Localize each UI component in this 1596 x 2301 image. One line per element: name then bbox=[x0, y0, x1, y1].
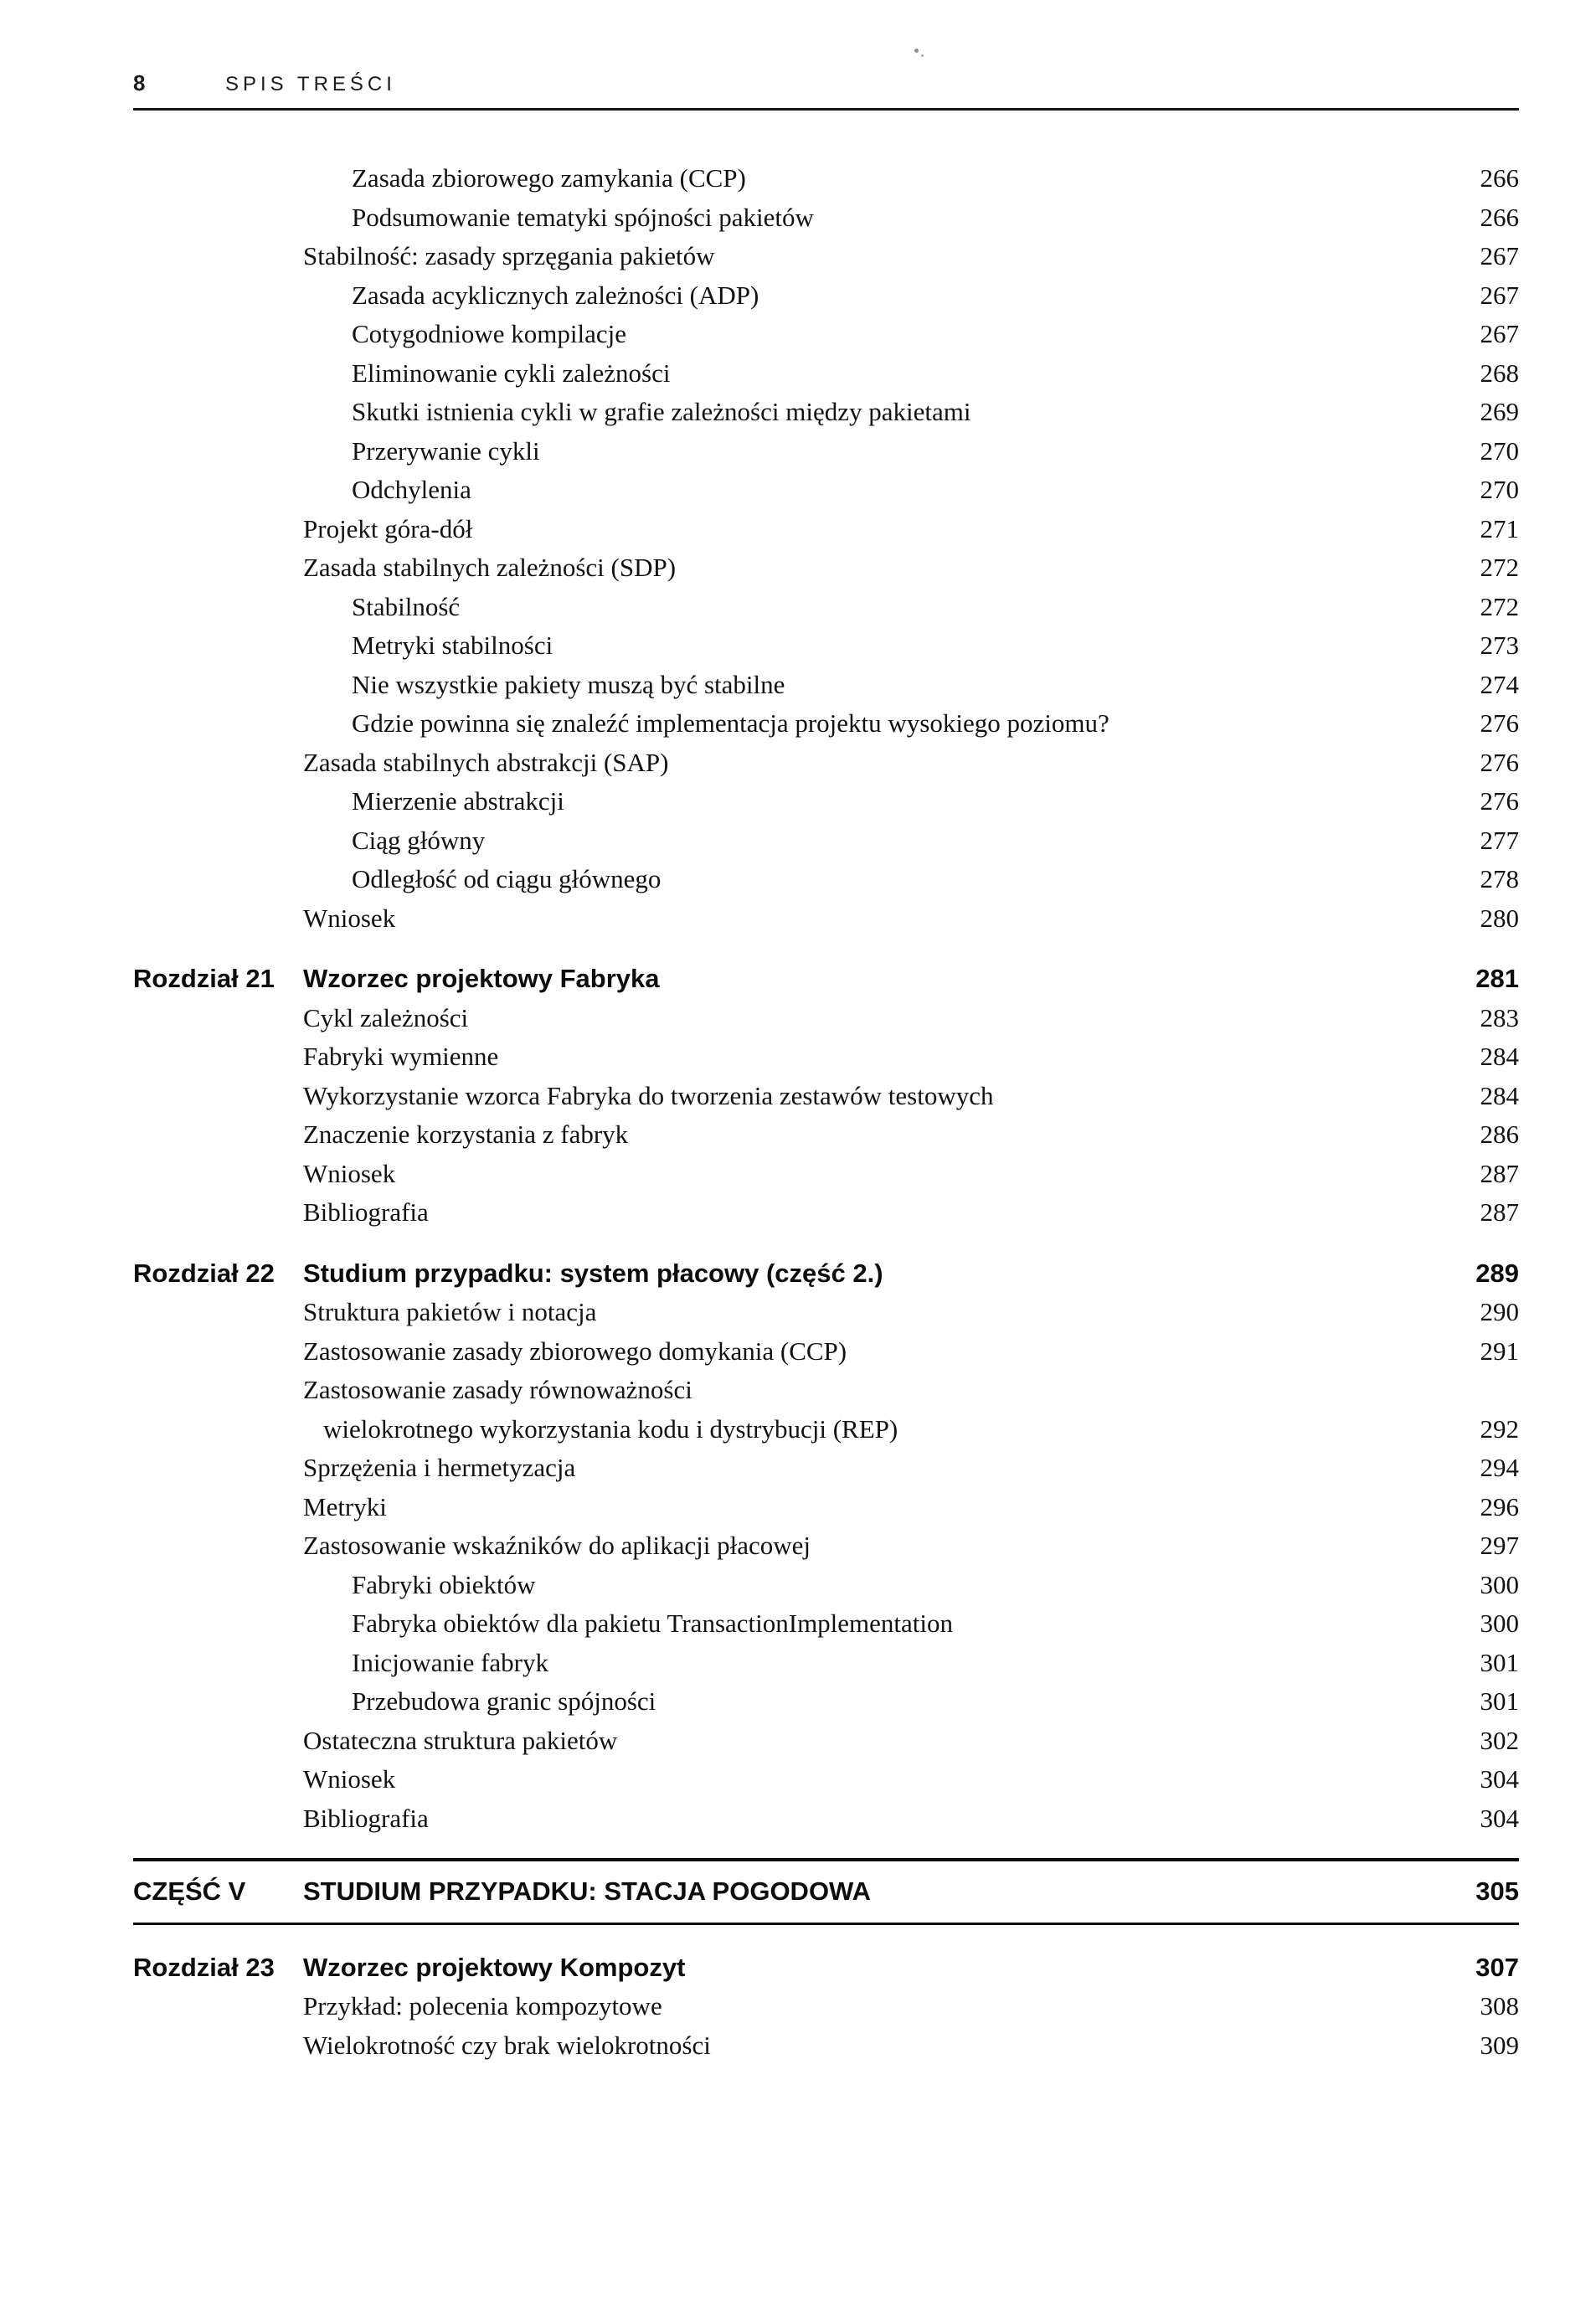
toc-entry-page: 283 bbox=[1480, 1002, 1519, 1032]
toc-entry-title: Nie wszystkie pakiety muszą być stabilne bbox=[352, 669, 785, 699]
toc-entry-page: 308 bbox=[1480, 1991, 1519, 2020]
page-header bbox=[133, 70, 1519, 96]
toc-part-label: CZĘŚĆ V bbox=[133, 1876, 246, 1906]
toc-entry-row bbox=[133, 548, 1519, 588]
toc-entry-page: 296 bbox=[1480, 1491, 1519, 1521]
toc-entry-row bbox=[133, 1037, 1519, 1077]
toc-entry-row bbox=[133, 1566, 1519, 1605]
toc-entry-row bbox=[133, 1722, 1519, 1761]
page-number: 8 bbox=[133, 70, 146, 95]
toc-entry-row bbox=[133, 1155, 1519, 1194]
toc-entry-title: Podsumowanie tematyki spójności pakietów bbox=[352, 202, 814, 232]
toc-entry-row bbox=[133, 782, 1519, 821]
toc-entry-page: 304 bbox=[1480, 1764, 1519, 1794]
toc-entry-title: Znaczenie korzystania z fabryk bbox=[303, 1120, 629, 1149]
toc-entry-page: 286 bbox=[1480, 1120, 1519, 1149]
toc-entry-row bbox=[133, 1332, 1519, 1372]
toc-chapter-title: Wzorzec projektowy Fabryka bbox=[303, 964, 660, 993]
toc-entry-title: Sprzężenia i hermetyzacja bbox=[303, 1453, 576, 1482]
toc-entry-title: Odległość od ciągu głównego bbox=[352, 864, 662, 893]
toc-chapter-page: 281 bbox=[1475, 964, 1519, 993]
toc-entry-page: 269 bbox=[1480, 397, 1519, 426]
toc-entry-row bbox=[133, 1488, 1519, 1527]
toc-entry-title: Zasada acyklicznych zależności (ADP) bbox=[352, 280, 759, 310]
toc-entry-row bbox=[133, 1987, 1519, 2026]
toc-entry-row bbox=[133, 999, 1519, 1038]
toc-entry-row bbox=[133, 1293, 1519, 1332]
toc-entry-title: Metryki bbox=[303, 1491, 387, 1521]
toc-entry-title: Zasada zbiorowego zamykania (CCP) bbox=[352, 163, 746, 193]
toc-entry-page: 268 bbox=[1480, 358, 1519, 388]
toc-entry-title: Cotygodniowe kompilacje bbox=[352, 319, 627, 348]
toc-entry-title: Wielokrotność czy brak wielokrotności bbox=[303, 2030, 711, 2060]
toc-entry-title: Zastosowanie wskaźników do aplikacji płacowej bbox=[303, 1531, 811, 1560]
toc-entry-page: 267 bbox=[1480, 241, 1519, 270]
toc-entry-page: 300 bbox=[1480, 1569, 1519, 1599]
toc-entry-page: 287 bbox=[1480, 1158, 1519, 1188]
toc-entry-title: Bibliografia bbox=[303, 1197, 429, 1227]
toc-entry-title: Przykład: polecenia kompozytowe bbox=[303, 1991, 662, 2020]
toc-entry-page: 266 bbox=[1480, 202, 1519, 232]
toc-entry-title: Zastosowanie zasady zbiorowego domykania (CCP) bbox=[303, 1336, 847, 1366]
toc-entry-title: Projekt góra-dół bbox=[303, 513, 473, 543]
toc-entry-row bbox=[133, 704, 1519, 744]
toc-entry-page: 300 bbox=[1480, 1609, 1519, 1638]
toc-entry-row bbox=[133, 821, 1519, 861]
toc-chapter-title: Wzorzec projektowy Kompozyt bbox=[303, 1952, 686, 1982]
toc-entry-row bbox=[133, 588, 1519, 627]
scan-artifact bbox=[914, 49, 919, 53]
toc-entry-page: 267 bbox=[1480, 280, 1519, 310]
toc-entry-row bbox=[133, 159, 1519, 198]
toc-entry-page: 272 bbox=[1480, 591, 1519, 621]
toc-entry-page: 267 bbox=[1480, 319, 1519, 348]
toc-entry-page: 301 bbox=[1480, 1686, 1519, 1716]
toc-chapter-label: Rozdział 23 bbox=[133, 1952, 275, 1982]
toc-chapter-title: Studium przypadku: system płacowy (część 2.) bbox=[303, 1258, 883, 1288]
toc-chapter-page: 307 bbox=[1475, 1952, 1519, 1982]
toc-entry-row bbox=[133, 315, 1519, 354]
toc-entry-row bbox=[133, 198, 1519, 238]
toc-part-title: STUDIUM PRZYPADKU: STACJA POGODOWA bbox=[303, 1876, 871, 1906]
toc-entry-row bbox=[133, 744, 1519, 783]
toc-entry-page: 287 bbox=[1480, 1197, 1519, 1227]
toc-entry-title: Wykorzystanie wzorca Fabryka do tworzenia zestawów testowych bbox=[303, 1080, 994, 1110]
toc-list bbox=[133, 159, 1519, 2065]
toc-entry-row bbox=[133, 1371, 1519, 1410]
toc-entry-row bbox=[133, 276, 1519, 316]
toc-entry-title: Skutki istnienia cykli w grafie zależności między pakietami bbox=[352, 397, 971, 426]
toc-entry-title: Metryki stabilności bbox=[352, 631, 553, 660]
toc-entry-title: Wniosek bbox=[303, 903, 396, 933]
toc-entry-title: Przebudowa granic spójności bbox=[352, 1686, 656, 1716]
toc-entry-row bbox=[133, 432, 1519, 471]
toc-entry-page: 304 bbox=[1480, 1803, 1519, 1833]
toc-part-row bbox=[133, 1858, 1519, 1925]
toc-entry-row bbox=[133, 1115, 1519, 1155]
toc-entry-row bbox=[133, 1799, 1519, 1839]
toc-entry-page: 309 bbox=[1480, 2030, 1519, 2060]
toc-entry-row bbox=[133, 354, 1519, 394]
toc-entry-page: 297 bbox=[1480, 1531, 1519, 1560]
toc-entry-title: Wniosek bbox=[303, 1158, 396, 1188]
toc-entry-title: Wniosek bbox=[303, 1764, 396, 1794]
toc-entry-page: 302 bbox=[1480, 1725, 1519, 1755]
toc-entry-page: 276 bbox=[1480, 786, 1519, 816]
toc-entry-title: Cykl zależności bbox=[303, 1002, 469, 1032]
toc-entry-title: Fabryka obiektów dla pakietu TransactionImplementation bbox=[352, 1609, 954, 1638]
toc-entry-page: 277 bbox=[1480, 825, 1519, 855]
toc-entry-title: Stabilność: zasady sprzęgania pakietów bbox=[303, 241, 715, 270]
toc-entry-page: 273 bbox=[1480, 631, 1519, 660]
toc-entry-row bbox=[133, 899, 1519, 939]
toc-chapter-row bbox=[133, 960, 1519, 999]
toc-entry-title: Fabryki obiektów bbox=[352, 1569, 536, 1599]
toc-entry-title: Gdzie powinna się znaleźć implementacja projektu wysokiego poziomu? bbox=[352, 708, 1109, 738]
toc-entry-title: Przerywanie cykli bbox=[352, 435, 540, 466]
toc-entry-row bbox=[133, 1644, 1519, 1683]
toc-entry-page: 278 bbox=[1480, 864, 1519, 893]
toc-entry-page: 276 bbox=[1480, 708, 1519, 738]
toc-entry-row bbox=[133, 666, 1519, 705]
toc-entry-row bbox=[133, 471, 1519, 510]
toc-entry-page: 270 bbox=[1480, 435, 1519, 466]
toc-entry-title: Zasada stabilnych zależności (SDP) bbox=[303, 553, 677, 582]
toc-entry-title: Zasada stabilnych abstrakcji (SAP) bbox=[303, 747, 669, 777]
toc-entry-page: 284 bbox=[1480, 1080, 1519, 1110]
toc-entry-title: Ciąg główny bbox=[352, 825, 486, 855]
toc-chapter-label: Rozdział 22 bbox=[133, 1258, 275, 1288]
toc-entry-row bbox=[133, 237, 1519, 276]
toc-entry-page: 291 bbox=[1480, 1336, 1519, 1366]
toc-entry-page: 284 bbox=[1480, 1042, 1519, 1071]
toc-entry-page: 266 bbox=[1480, 163, 1519, 193]
toc-entry-title: Ostateczna struktura pakietów bbox=[303, 1725, 618, 1755]
toc-entry-row bbox=[133, 1604, 1519, 1644]
toc-chapter-label: Rozdział 21 bbox=[133, 964, 275, 993]
toc-entry-row bbox=[133, 1077, 1519, 1116]
toc-entry-row bbox=[133, 1193, 1519, 1233]
toc-entry-title: Zastosowanie zasady równoważności bbox=[303, 1375, 692, 1404]
toc-entry-title: Stabilność bbox=[352, 591, 461, 621]
toc-entry-row bbox=[133, 1449, 1519, 1488]
toc-entry-page: 271 bbox=[1480, 513, 1519, 543]
toc-entry-page: 274 bbox=[1480, 669, 1519, 699]
toc-entry-title: Bibliografia bbox=[303, 1803, 429, 1833]
toc-entry-row bbox=[133, 510, 1519, 549]
toc-entry-title: wielokrotnego wykorzystania kodu i dystrybucji (REP) bbox=[323, 1413, 898, 1444]
header-rule bbox=[133, 108, 1519, 111]
toc-chapter-page: 289 bbox=[1475, 1258, 1519, 1288]
toc-entry-page: 290 bbox=[1480, 1297, 1519, 1326]
toc-entry-page: 276 bbox=[1480, 747, 1519, 777]
toc-entry-row bbox=[133, 393, 1519, 432]
toc-entry-row bbox=[133, 1682, 1519, 1722]
toc-entry-row bbox=[133, 1410, 1519, 1449]
toc-entry-title: Fabryki wymienne bbox=[303, 1042, 499, 1071]
toc-entry-row bbox=[133, 2026, 1519, 2066]
toc-part-page: 305 bbox=[1475, 1876, 1519, 1906]
toc-entry-title: Mierzenie abstrakcji bbox=[352, 786, 564, 816]
toc-entry-title: Odchylenia bbox=[352, 475, 471, 504]
toc-entry-page: 301 bbox=[1480, 1647, 1519, 1677]
toc-entry-row bbox=[133, 1760, 1519, 1799]
toc-entry-page: 270 bbox=[1480, 475, 1519, 504]
toc-entry-title: Eliminowanie cykli zależności bbox=[352, 358, 671, 388]
toc-chapter-row bbox=[133, 1254, 1519, 1294]
toc-chapter-row bbox=[133, 1948, 1519, 1988]
toc-entry-page: 272 bbox=[1480, 553, 1519, 582]
toc-entry-title: Struktura pakietów i notacja bbox=[303, 1297, 597, 1326]
toc-entry-title: Inicjowanie fabryk bbox=[352, 1647, 548, 1677]
toc-entry-row bbox=[133, 626, 1519, 666]
toc-entry-page: 280 bbox=[1480, 903, 1519, 933]
toc-entry-page: 292 bbox=[1480, 1413, 1519, 1444]
page-title: SPIS TREŚCI bbox=[225, 73, 396, 95]
toc-entry-page: 294 bbox=[1480, 1453, 1519, 1482]
toc-entry-row bbox=[133, 1526, 1519, 1566]
toc-entry-row bbox=[133, 860, 1519, 899]
